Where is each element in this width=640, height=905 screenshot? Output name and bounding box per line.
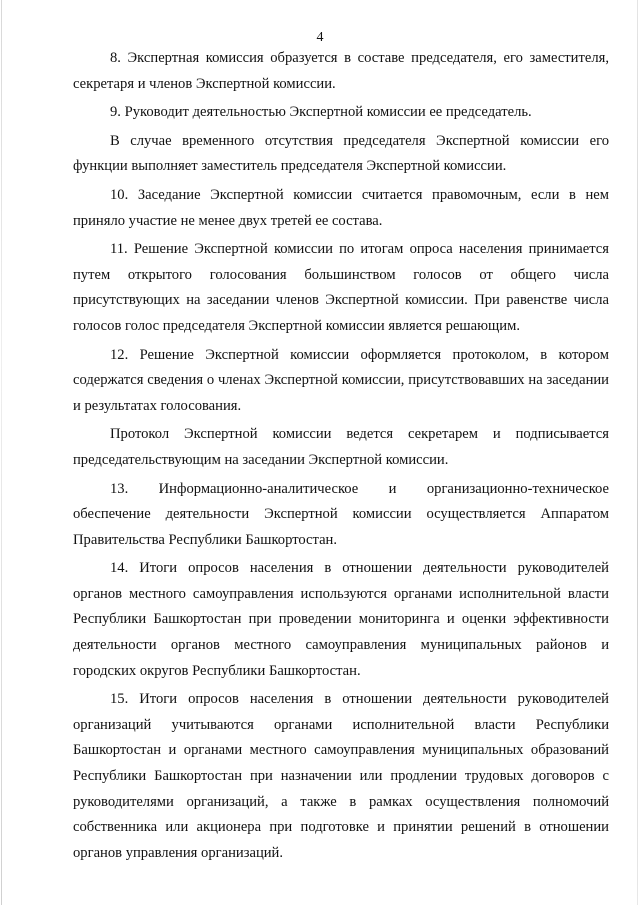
paragraph-9: 9. Руководит деятельностью Экспертной комиссии ее председатель.	[110, 104, 532, 121]
page-number: 4	[316, 30, 324, 45]
paragraph-13: 13. Информационно-аналитическое и организационно-техническое обеспечение деятельности Экспертной комиссии осуществляется Аппаратом Правительства Республики Башкортостан.	[73, 480, 609, 548]
paragraph-15: 15. Итоги опросов населения в отношении деятельности руководителей организаций учитываются органами исполнительной власти Республики Башкортостан и органами местного самоуправления муниципальных образований Республики Башкортостан при назначении или продлении трудовых договоров с руководителями организаций, а также в рамках осуществления полномочий собственника или акционера при подготовке и принятии решений в отношении органов управления организаций.	[73, 691, 609, 861]
paragraph-11: 11. Решение Экспертной комиссии по итогам опроса населения принимается путем открытого голосования большинством голосов от общего числа присутствующих на заседании членов Экспертной комиссии. При равенстве числа голосов голос председателя Экспертной комиссии является решающим.	[73, 241, 609, 334]
paragraph-10: 10. Заседание Экспертной комиссии считается правомочным, если в нем приняло участие не менее двух третей ее состава.	[73, 186, 609, 229]
paragraph-12: 12. Решение Экспертной комиссии оформляется протоколом, в котором содержатся сведения о членах Экспертной комиссии, присутствовавших на заседании и результатах голосования.	[73, 346, 609, 414]
scan-edge-left	[1, 0, 2, 905]
scan-edge-right	[637, 0, 638, 905]
document-body	[73, 46, 609, 869]
paragraph-8: 8. Экспертная комиссия образуется в составе председателя, его заместителя, секретаря и членов Экспертной комиссии.	[73, 50, 609, 92]
paragraph-9-continuation: В случае временного отсутствия председателя Экспертной комиссии его функции выполняет заместитель председателя Экспертной комиссии.	[73, 132, 609, 175]
paragraph-12-continuation: Протокол Экспертной комиссии ведется секретарем и подписывается председательствующим на заседании Экспертной комиссии.	[73, 426, 609, 468]
paragraph-14: 14. Итоги опросов населения в отношении деятельности руководителей органов местного самоуправления используются органами исполнительной власти Республики Башкортостан при проведении мониторинга и оценки эффективности деятельности органов местного самоуправления муниципальных районов и городских округов Республики Башкортостан.	[73, 560, 609, 679]
